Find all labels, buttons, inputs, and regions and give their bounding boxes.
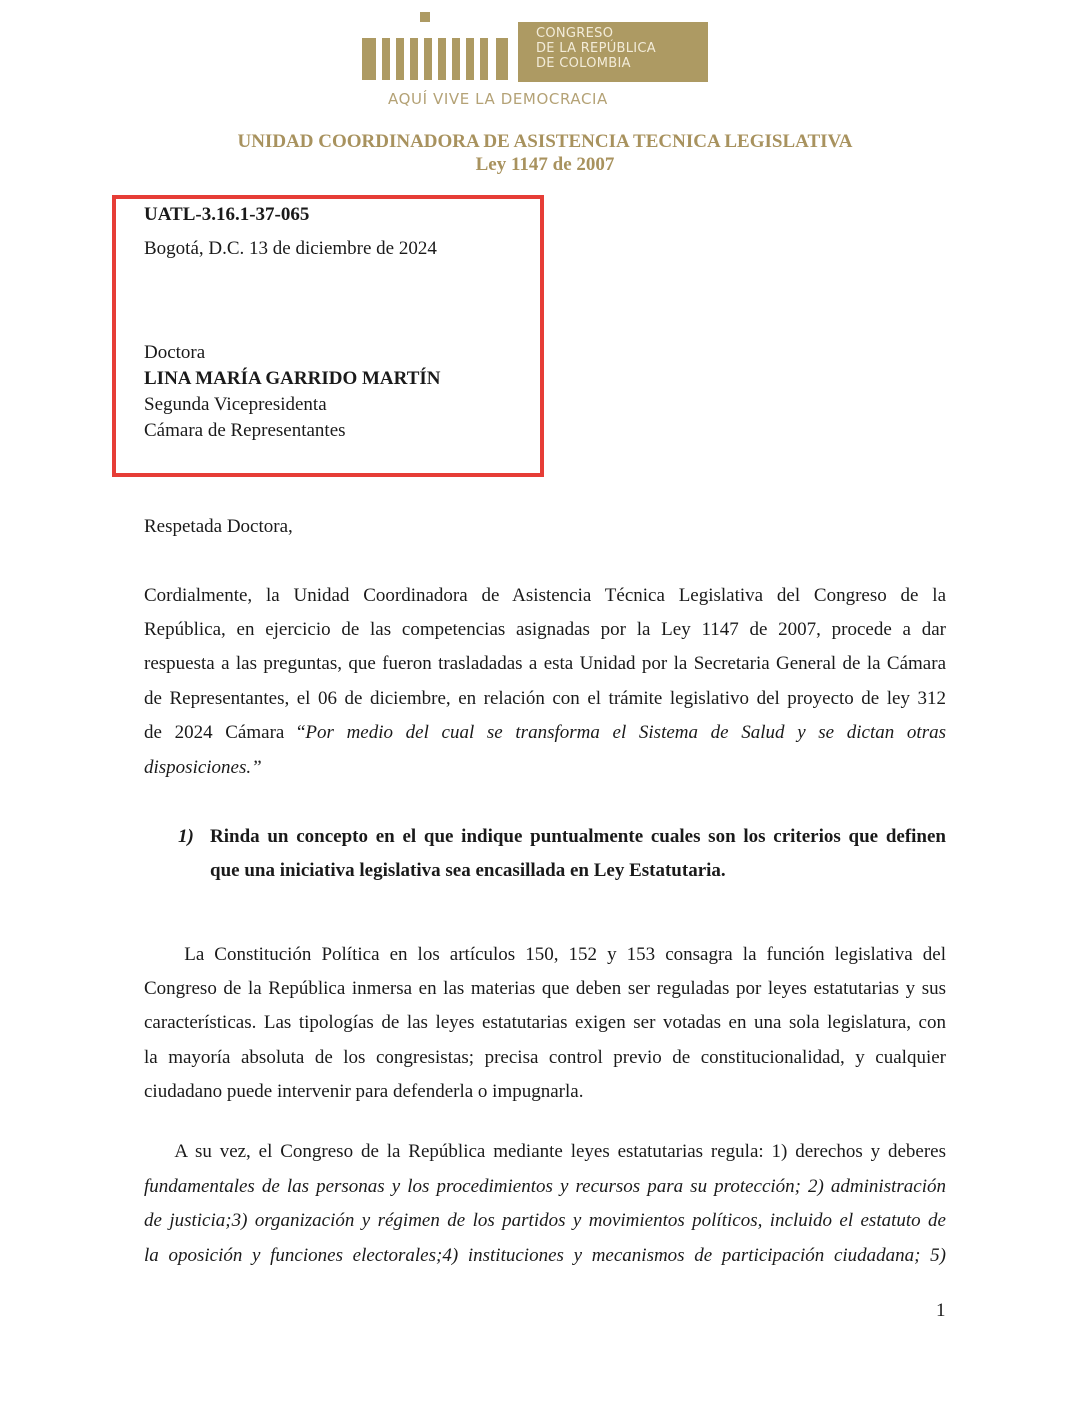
text-line: de justicia;3) organización y régimen de los partidos y movimientos políticos, incluido el estatuto de — [144, 1210, 946, 1231]
question-number: 1) — [178, 826, 194, 847]
letter-date: Bogotá, D.C. 13 de diciembre de 2024 — [144, 238, 437, 259]
recipient-role: Segunda Vicepresidenta — [144, 394, 327, 415]
capitol-columns-icon — [362, 26, 512, 82]
text-line: de Representantes, el 06 de diciembre, en relación con el trámite legislativo del proyecto de ley 312 — [144, 688, 946, 709]
text-line: disposiciones.” — [144, 757, 262, 778]
congress-logo — [362, 8, 708, 112]
bill-title: Por medio del cual se transforma el Sistema de Salud y se dictan otras — [305, 722, 946, 743]
text-line: fundamentales de las personas y los procedimientos y recursos para su protección; 2) administración — [144, 1176, 946, 1197]
text-line: la oposición y funciones electorales;4) instituciones y mecanismos de participación ciudadana; 5) — [144, 1245, 946, 1266]
text-line: Congreso de la República inmersa en las materias que deben ser reguladas por leyes estatutarias y sus — [144, 978, 946, 999]
text-line: respuesta a las preguntas, que fueron trasladadas a esta Unidad por la Secretaria General de la Cámara — [144, 653, 946, 674]
logo-line-3: DE COLOMBIA — [536, 56, 631, 71]
text-segment: de 2024 Cámara “ — [144, 722, 306, 743]
recipient-name: LINA MARÍA GARRIDO MARTÍN — [144, 368, 441, 389]
header-subtitle: Ley 1147 de 2007 — [475, 154, 615, 175]
text-line: Rinda un concepto en el que indique puntualmente cuales son los criterios que definen — [210, 826, 946, 847]
text-line: que una iniciativa legislativa sea encasillada en Ley Estatutaria. — [210, 860, 726, 881]
logo-line-2: DE LA REPÚBLICA — [536, 41, 656, 56]
text-line: República, en ejercicio de las competencias asignadas por la Ley 1147 de 2007, procede a dar — [144, 619, 946, 640]
header-title: UNIDAD COORDINADORA DE ASISTENCIA TECNICA LEGISLATIVA — [237, 131, 853, 152]
text-line: La Constitución Política en los artículos 150, 152 y 153 consagra la función legislativa del — [144, 944, 946, 965]
recipient-org: Cámara de Representantes — [144, 420, 346, 441]
page-number: 1 — [936, 1300, 946, 1321]
logo-tagline: AQUÍ VIVE LA DEMOCRACIA — [388, 90, 608, 108]
text-line — [144, 722, 946, 744]
logo-line-1: CONGRESO — [536, 26, 614, 41]
text-line: ciudadano puede intervenir para defenderla o impugnarla. — [144, 1081, 584, 1102]
text-line: A su vez, el Congreso de la República mediante leyes estatutarias regula: 1) derechos y deberes — [144, 1141, 946, 1162]
greeting: Respetada Doctora, — [144, 516, 293, 537]
logo-wordmark — [518, 22, 708, 82]
text-line: Cordialmente, la Unidad Coordinadora de Asistencia Técnica Legislativa del Congreso de la — [144, 585, 946, 606]
salutation-title: Doctora — [144, 342, 206, 363]
text-line: la mayoría absoluta de los congresistas; precisa control previo de constitucionalidad, y cualquier — [144, 1047, 946, 1068]
reference-number: UATL-3.16.1-37-065 — [144, 204, 310, 225]
text-line: características. Las tipologías de las leyes estatutarias exigen ser votadas en una sola legislatura, con — [144, 1012, 946, 1033]
